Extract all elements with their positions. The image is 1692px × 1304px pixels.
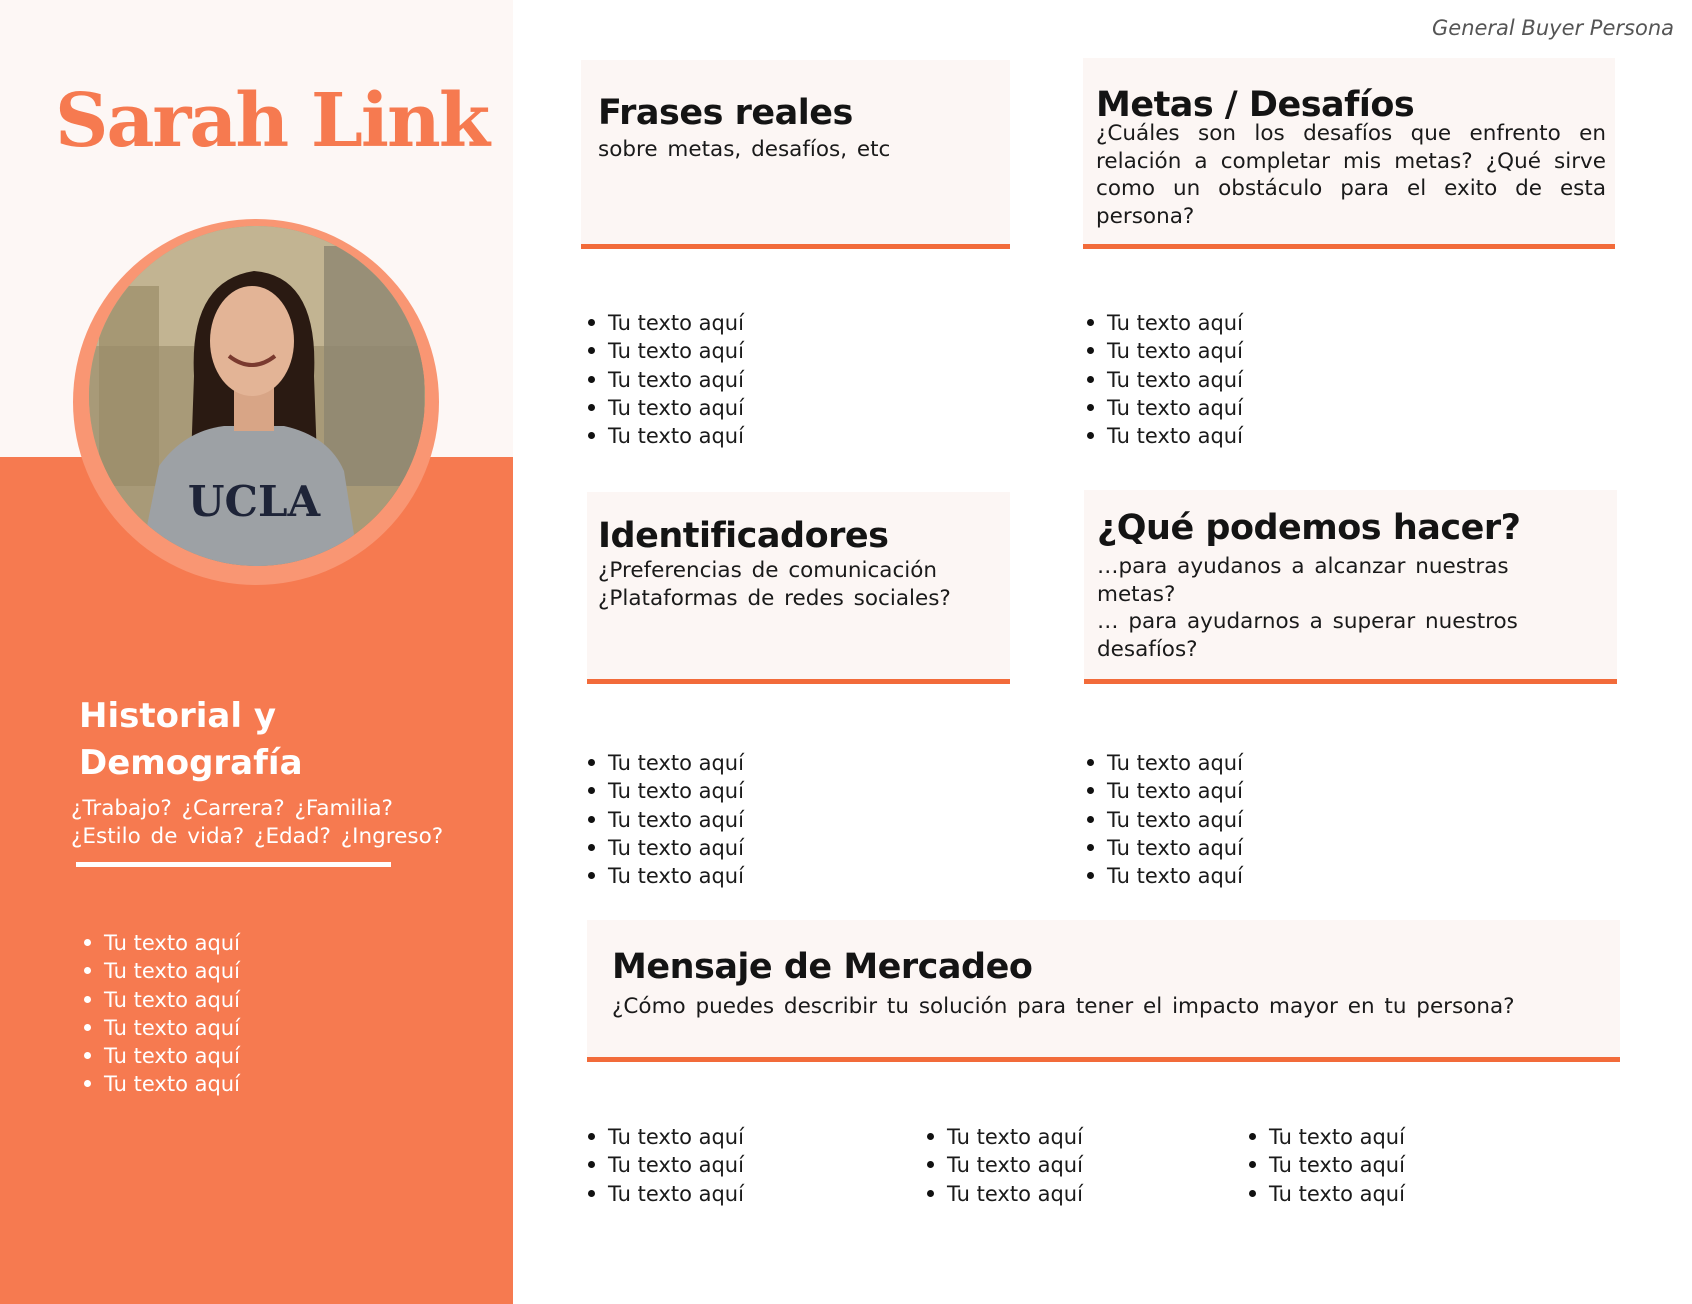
list-item: Tu texto aquí [82,1070,240,1098]
list-item: Tu texto aquí [586,422,744,450]
list-item: Tu texto aquí [586,862,744,890]
frases-bullets [586,309,744,450]
list-item: Tu texto aquí [586,394,744,422]
list-item: Tu texto aquí [925,1123,1083,1151]
list-item: Tu texto aquí [586,309,744,337]
metas-description: ¿Cuáles son los desafíos que enfrento en relación a completar mis metas? ¿Qué sirve como un obstáculo para el exito de esta persona? [1096,121,1606,229]
list-item: Tu texto aquí [1085,422,1243,450]
list-item: Tu texto aquí [82,957,240,985]
list-item: Tu texto aquí [1247,1123,1405,1151]
card-que-podemos-hacer [1084,490,1617,684]
identificadores-title: Identificadores [598,516,889,556]
list-item: Tu texto aquí [1085,394,1243,422]
historial-description-line: ¿Trabajo? ¿Carrera? ¿Familia? [71,796,393,821]
mensaje-bullets-column-3 [1247,1123,1405,1208]
list-item: Tu texto aquí [925,1151,1083,1179]
list-item: Tu texto aquí [586,1151,744,1179]
historial-bullets [82,929,240,1099]
historial-title: Historial y Demografía [79,696,303,783]
list-item: Tu texto aquí [586,1123,744,1151]
que-podemos-bullets [1085,749,1243,890]
identificadores-description-line: ¿Preferencias de comunicación [598,558,938,583]
list-item: Tu texto aquí [1085,309,1243,337]
persona-name: Sarah Link [55,78,489,164]
historial-divider [76,862,391,867]
persona-photo [89,226,425,566]
metas-title: Metas / Desafíos [1096,85,1415,125]
card-metas-desafios [1083,58,1615,249]
metas-bullets [1085,309,1243,450]
que-podemos-description-line: …para ayudanos a alcanzar nuestras metas? [1097,554,1509,607]
list-item: Tu texto aquí [586,366,744,394]
list-item: Tu texto aquí [82,929,240,957]
que-podemos-description [1097,553,1557,663]
list-item: Tu texto aquí [1085,366,1243,394]
list-item: Tu texto aquí [586,1180,744,1208]
document-label: General Buyer Persona [1432,16,1674,40]
list-item: Tu texto aquí [1247,1180,1405,1208]
list-item: Tu texto aquí [586,806,744,834]
card-identificadores [587,492,1010,684]
que-podemos-title: ¿Qué podemos hacer? [1097,508,1521,548]
que-podemos-description-line: … para ayudarnos a superar nuestros desafíos? [1097,609,1518,662]
identificadores-bullets [586,749,744,890]
list-item: Tu texto aquí [1085,806,1243,834]
list-item: Tu texto aquí [586,749,744,777]
list-item: Tu texto aquí [1085,834,1243,862]
list-item: Tu texto aquí [1085,337,1243,365]
frases-description: sobre metas, desafíos, etc [598,137,891,162]
list-item: Tu texto aquí [82,986,240,1014]
list-item: Tu texto aquí [82,1014,240,1042]
card-frases-reales [581,60,1010,249]
identificadores-description [598,557,951,612]
list-item: Tu texto aquí [1247,1151,1405,1179]
list-item: Tu texto aquí [586,834,744,862]
mensaje-bullets-column-1 [586,1123,744,1208]
list-item: Tu texto aquí [1085,749,1243,777]
card-mensaje-de-mercadeo [587,920,1620,1062]
mensaje-title: Mensaje de Mercadeo [612,947,1033,987]
list-item: Tu texto aquí [586,777,744,805]
historial-description [71,795,491,850]
list-item: Tu texto aquí [586,337,744,365]
list-item: Tu texto aquí [925,1180,1083,1208]
historial-description-line: ¿Estilo de vida? ¿Edad? ¿Ingreso? [71,823,444,849]
identificadores-description-line: ¿Plataformas de redes sociales? [598,585,951,611]
frases-title: Frases reales [598,93,853,133]
mensaje-description: ¿Cómo puedes describir tu solución para tener el impacto mayor en tu persona? [612,994,1515,1019]
mensaje-bullets-column-2 [925,1123,1083,1208]
photo-shirt-text: UCLA [187,477,321,526]
list-item: Tu texto aquí [1085,777,1243,805]
list-item: Tu texto aquí [1085,862,1243,890]
list-item: Tu texto aquí [82,1042,240,1070]
